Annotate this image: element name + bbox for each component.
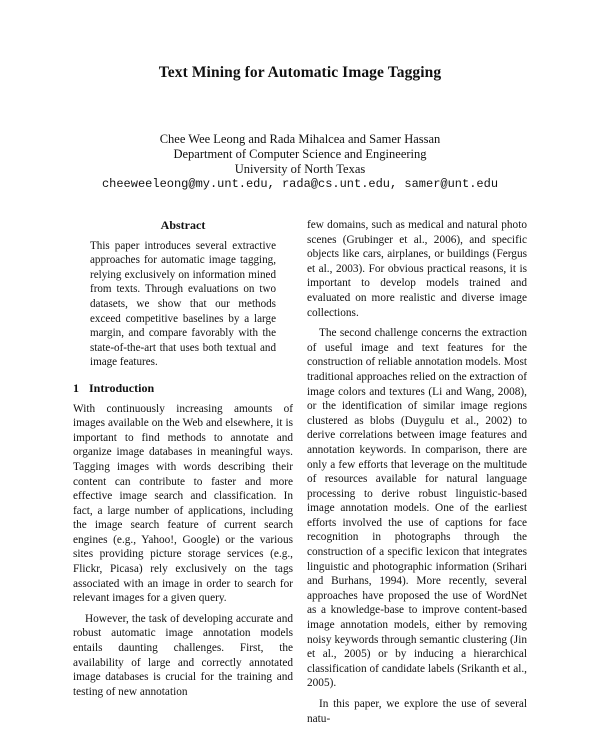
author-names: Chee Wee Leong and Rada Mihalcea and Samer Hassan [159,132,441,146]
section-heading-introduction [73,381,293,396]
body-paragraph: The second challenge concerns the extraction of useful image and text features for the construction of reliable annotation models. Most traditional approaches relied on the extraction of image colors and textures (Li and Wang, 2008), or the identification of similar image regions clustered as blobs (Duygulu et al., 2002) to derive correlations between image features and annotation keywords. In comparison, there are only a few efforts that leverage on the multitude of resources available for natural language processing to derive robust linguistic-based image annotation models. One of the earliest efforts involved the use of captions for face recognition in photographs through the construction of a specific lexicon that integrates linguistic and photographic information (Srihari and Burhans, 1994). More recently, several approaches have proposed the use of WordNet as a knowledge-base to improve content-based image annotation models, either by removing noisy keywords through semantic clustering (Jin et al., 2005) or by inducing a hierarchical classification of candidate labels (Srikanth et al., 2005). [307,327,527,690]
right-column [307,218,527,732]
author-block [0,132,600,192]
author-department: Department of Computer Science and Engineering [173,147,427,161]
intro-paragraph: However, the task of developing accurate and robust automatic image annotation models entails daunting challenges. First, the availability of large and correctly annotated image databases is crucial for the training and testing of new annotation [73,612,293,698]
body-paragraph: In this paper, we explore the use of several natu- [307,698,527,725]
left-column [73,218,293,705]
author-university: University of North Texas [234,162,366,176]
abstract-text: This paper introduces several extractive approaches for automatic image tagging, relying exclusively on information mined from texts. Through evaluations on two datasets, we show that our methods exceed competitive baselines by a large margin, and compare favorably with the state-of-the-art that uses both textual and image features. [90,239,276,369]
section-title: Introduction [89,380,155,395]
intro-paragraph: With continuously increasing amounts of images available on the Web and elsewhere, it is important to find methods to annotate and organize image databases in meaningful ways. Tagging images with words describing their content can contribute to faster and more effective image search and classification. In fact, a large number of applications, including the image search feature of current search engines (e.g., Yahoo!, Google) or the various sites providing picture storage services (e.g., Flickr, Picasa) rely exclusively on the tags associated with an image in order to search for relevant images for a given query. [73,402,293,605]
section-number: 1 [73,380,79,395]
author-emails: cheeweeleong@my.unt.edu, rada@cs.unt.edu, samer@unt.edu [101,177,499,191]
paper-title: Text Mining for Automatic Image Tagging [158,64,442,81]
abstract-heading: Abstract [160,218,206,232]
body-paragraph: few domains, such as medical and natural photo scenes (Grubinger et al., 2006), and specific objects like cars, airplanes, or buildings (Fergus et al., 2003). For obvious practical reasons, it is important to develop models trained and evaluated on more realistic and diverse image collections. [307,219,527,319]
